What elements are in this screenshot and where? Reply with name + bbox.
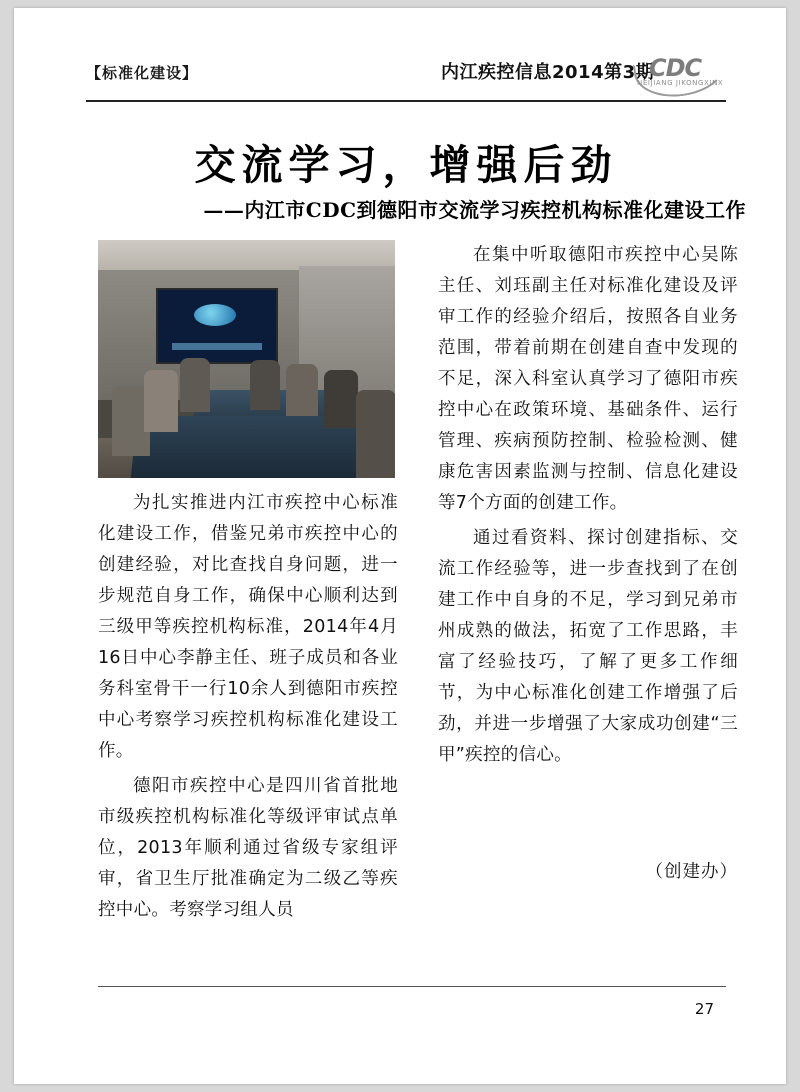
article-subheadline: ——内江市CDC到德阳市交流学习疾控机构标准化建设工作 — [203, 198, 746, 222]
photo-screen-caption — [172, 343, 262, 350]
photo-projection-screen — [156, 288, 278, 364]
header-divider — [86, 100, 726, 102]
publication-title: 内江疾控信息2014第3期 — [441, 62, 655, 83]
page-header — [86, 52, 726, 100]
photo-person — [324, 370, 358, 428]
article-photo — [98, 240, 395, 478]
photo-person — [180, 358, 210, 412]
paragraph: 在集中听取德阳市疾控中心吴陈主任、刘珏副主任对标准化建设及评审工作的经验介绍后，按照各自业务范围，带着前期在创建自查中发现的不足，深入科室认真学习了德阳市疾控中心在政策环境、基础条件、运行管理、疾病预防控制、检验检测、健康危害因素监测与控制、信息化建设等7个方面的创建工作。 — [438, 245, 738, 513]
article-body-right — [438, 240, 738, 771]
logo-text: CDC — [649, 54, 702, 82]
article-signature: （创建办） — [645, 862, 738, 882]
photo-person — [356, 390, 395, 478]
paragraph: 德阳市疾控中心是四川省首批地市级疾控机构标准化等级评审试点单位，2013年顺利通过省级专家组评审，省卫生厅批准确定为二级乙等疾控中心。考察学习组人员 — [98, 776, 398, 920]
paragraph: 通过看资料、探讨创建指标、交流工作经验等，进一步查找到了在创建工作中自身的不足，学习到兄弟市州成熟的做法，拓宽了工作思路，丰富了经验技巧，了解了更多工作细节，为中心标准化创建工作增强了后劲，并进一步增强了大家成功创建“三甲”疾控的信心。 — [438, 528, 738, 765]
article-headline: 交流学习，增强后劲 — [194, 141, 618, 189]
photo-screen-logo — [194, 304, 236, 326]
photo-person — [144, 370, 178, 432]
photo-person — [286, 364, 318, 416]
logo-subtext: NEIJIANG JIKONGXINX — [637, 79, 724, 87]
photo-person — [250, 360, 280, 410]
page-number: 27 — [694, 1000, 714, 1018]
cdc-logo-icon — [631, 52, 726, 100]
article-body-left — [98, 488, 398, 926]
footer-divider — [98, 986, 726, 987]
section-tag: 【标准化建设】 — [86, 64, 199, 82]
paragraph: 为扎实推进内江市疾控中心标准化建设工作，借鉴兄弟市疾控中心的创建经验，对比查找自身问题，进一步规范自身工作，确保中心顺利达到三级甲等疾控机构标准，2014年4月16日中心李静主任、班子成员和各业务科室骨干一行10余人到德阳市疾控中心考察学习疾控机构标准化建设工作。 — [98, 493, 398, 761]
document-page — [14, 8, 786, 1084]
